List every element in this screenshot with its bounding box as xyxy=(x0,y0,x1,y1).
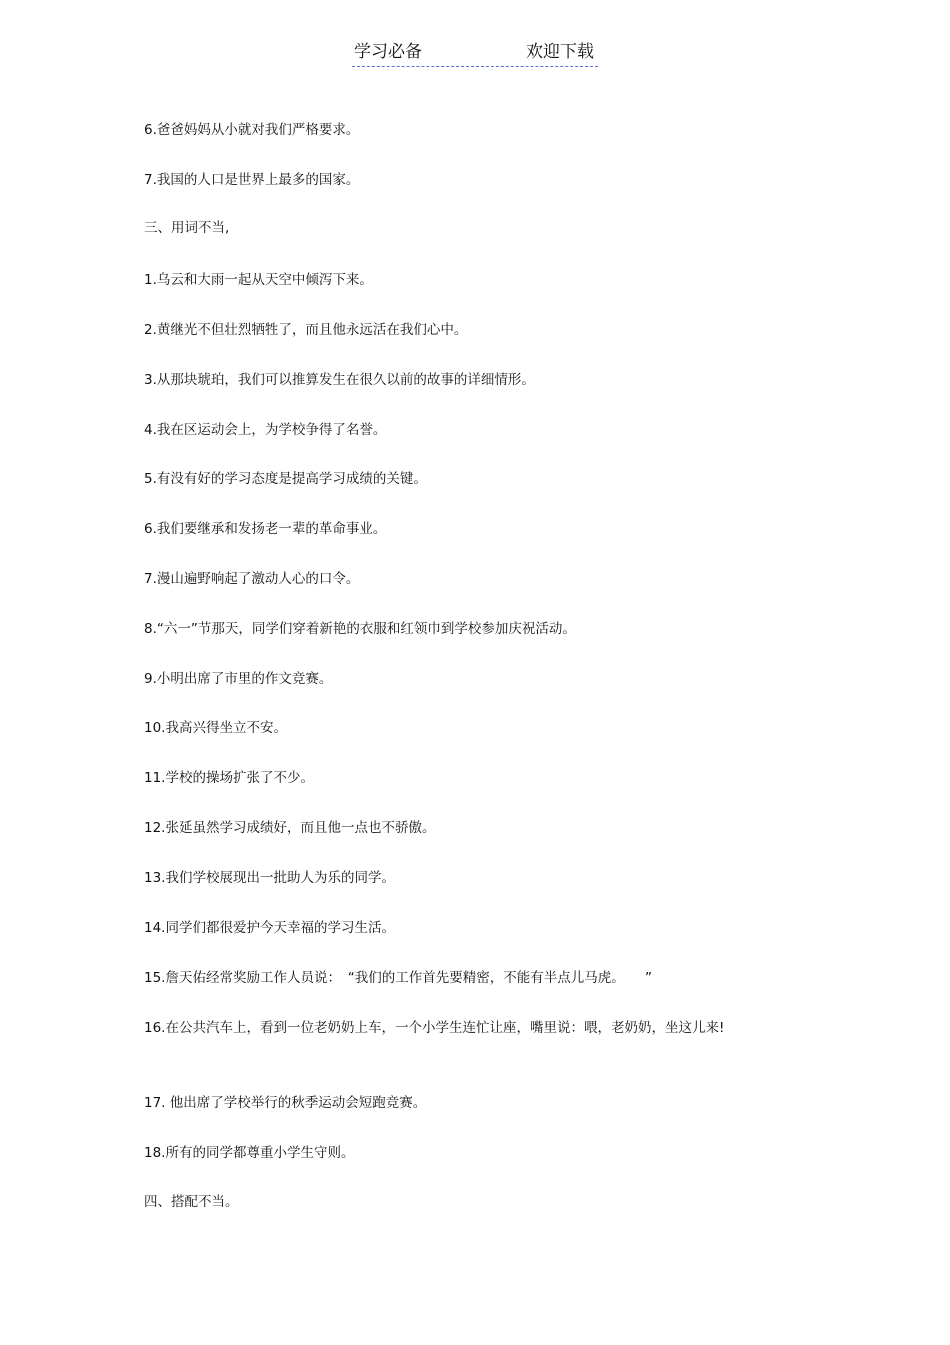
sentence-line: 2.黄继光不但壮烈牺牲了，而且他永远活在我们心中。 xyxy=(144,322,468,338)
sentence-line: 10.我高兴得坐立不安。 xyxy=(144,720,287,736)
sentence-line: 4.我在区运动会上，为学校争得了名誉。 xyxy=(144,422,387,438)
sentence-line: 6.我们要继承和发扬老一辈的革命事业。 xyxy=(144,521,387,537)
sentence-line: 7.我国的人口是世界上最多的国家。 xyxy=(144,172,360,188)
header-left-text: 学习必备 xyxy=(354,42,422,62)
sentence-line: 17. 他出席了学校举行的秋季运动会短跑竞赛。 xyxy=(144,1095,427,1111)
sentence-line: 14.同学们都很爱护今天幸福的学习生活。 xyxy=(144,920,395,936)
page-header xyxy=(352,40,598,67)
sentence-line: 9.小明出席了市里的作文竞赛。 xyxy=(144,671,333,687)
sentence-line: 6.爸爸妈妈从小就对我们严格要求。 xyxy=(144,122,360,138)
sentence-line: 12.张延虽然学习成绩好，而且他一点也不骄傲。 xyxy=(144,820,436,836)
header-right-text: 欢迎下载 xyxy=(526,42,594,62)
sentence-line: 8.“六一”节那天，同学们穿着新艳的衣服和红领巾到学校参加庆祝活动。 xyxy=(144,621,576,637)
sentence-line: 3.从那块琥珀，我们可以推算发生在很久以前的故事的详细情形。 xyxy=(144,372,535,388)
section-heading: 四、搭配不当。 xyxy=(144,1194,239,1210)
sentence-line: 5.有没有好的学习态度是提高学习成绩的关键。 xyxy=(144,471,427,487)
sentence-line: 15.詹天佑经常奖励工作人员说： “我们的工作首先要精密，不能有半点儿马虎。 ” xyxy=(144,970,652,986)
sentence-line: 18.所有的同学都尊重小学生守则。 xyxy=(144,1145,355,1161)
sentence-line: 13.我们学校展现出一批助人为乐的同学。 xyxy=(144,870,395,886)
sentence-line: 7.漫山遍野响起了激动人心的口令。 xyxy=(144,571,360,587)
sentence-line: 1.乌云和大雨一起从天空中倾泻下来。 xyxy=(144,272,373,288)
sentence-line: 11.学校的操场扩张了不少。 xyxy=(144,770,314,786)
sentence-line: 16.在公共汽车上，看到一位老奶奶上车，一个小学生连忙让座，嘴里说：喂，老奶奶，坐这儿来! xyxy=(144,1020,725,1036)
section-heading: 三、用词不当, xyxy=(144,220,230,236)
